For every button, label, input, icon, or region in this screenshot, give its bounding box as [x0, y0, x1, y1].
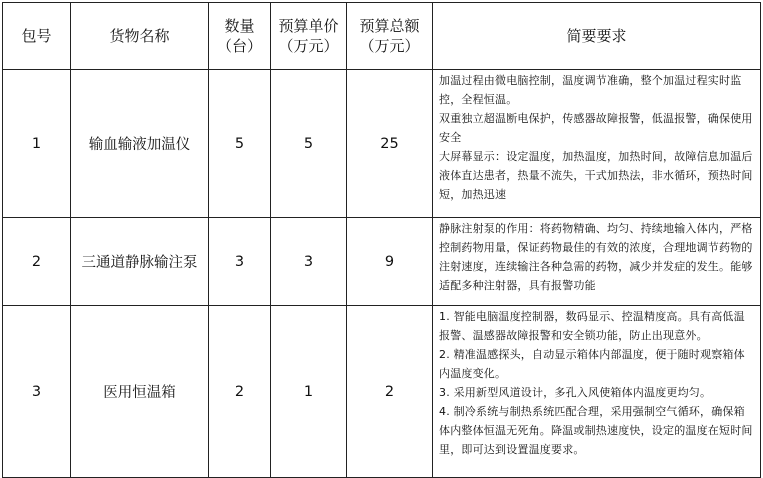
cell-quantity: 2 — [209, 306, 271, 478]
requirement-line: 2. 精准温感探头，自动显示箱体内部温度，便于随时观察箱体内温度变化。 — [439, 348, 745, 380]
requirement-line: 大屏幕显示：设定温度，加热温度，加热时间，故障信息加温后液体直达患者，热量不流失，干式加热法，非水循环，预热时间短，加热迅速 — [439, 150, 753, 201]
cell-unit-price: 3 — [271, 218, 347, 306]
header-goods-name-label: 货物名称 — [109, 27, 170, 45]
header-total-unit: （万元） — [359, 37, 420, 55]
cell-requirements — [433, 218, 761, 306]
requirement-line: 双重独立超温断电保护，传感器故障报警，低温报警，确保使用安全 — [439, 112, 753, 144]
header-bag-no-label: 包号 — [21, 27, 52, 45]
cell-unit-price: 1 — [271, 306, 347, 478]
cell-quantity: 3 — [209, 218, 271, 306]
cell-bag-no: 2 — [3, 218, 71, 306]
header-goods-name — [71, 3, 209, 70]
cell-goods-name: 输血输液加温仪 — [71, 70, 209, 218]
header-quantity-label: 数量 — [224, 17, 255, 35]
table-row — [3, 70, 761, 218]
header-requirements-label: 简要要求 — [566, 27, 627, 45]
requirement-line: 3. 采用新型风道设计，多孔入风使箱体内温度更均匀。 — [439, 386, 712, 399]
requirement-line: 加温过程由微电脑控制，温度调节准确，整个加温过程实时监控，全程恒温。 — [439, 74, 742, 106]
header-unit-price-label: 预算单价 — [278, 17, 339, 35]
header-unit-price — [271, 3, 347, 70]
cell-goods-name: 三通道静脉输注泵 — [71, 218, 209, 306]
header-row — [3, 3, 761, 70]
table-row — [3, 306, 761, 478]
procurement-table — [2, 2, 761, 478]
cell-goods-name: 医用恒温箱 — [71, 306, 209, 478]
cell-unit-price: 5 — [271, 70, 347, 218]
header-total-label: 预算总额 — [359, 17, 420, 35]
cell-requirements — [433, 70, 761, 218]
requirement-line: 1. 智能电脑温度控制器，数码显示、控温精度高。具有高低温报警、温感器故障报警和安全锁功能，防止出现意外。 — [439, 310, 745, 342]
cell-total: 2 — [347, 306, 433, 478]
header-total — [347, 3, 433, 70]
cell-total: 25 — [347, 70, 433, 218]
cell-requirements — [433, 306, 761, 478]
requirement-line: 4. 制冷系统与制热系统匹配合理，采用强制空气循环，确保箱体内整体恒温无死角。降温或制热速度快，设定的温度在短时间里，即可达到设置温度要求。 — [439, 405, 753, 456]
header-bag-no — [3, 3, 71, 70]
header-quantity — [209, 3, 271, 70]
cell-bag-no: 1 — [3, 70, 71, 218]
header-quantity-unit: （台） — [216, 37, 262, 55]
header-unit-price-unit: （万元） — [278, 37, 339, 55]
cell-quantity: 5 — [209, 70, 271, 218]
cell-bag-no: 3 — [3, 306, 71, 478]
header-requirements — [433, 3, 761, 70]
requirement-line: 静脉注射泵的作用：将药物精确、均匀、持续地输入体内，严格控制药物用量，保证药物最佳的有效的浓度，合理地调节药物的注射速度，连续输注各种急需的药物，减少并发症的发生。能够适配多种注射器，具有报警功能 — [439, 222, 753, 292]
table-row — [3, 218, 761, 306]
cell-total: 9 — [347, 218, 433, 306]
